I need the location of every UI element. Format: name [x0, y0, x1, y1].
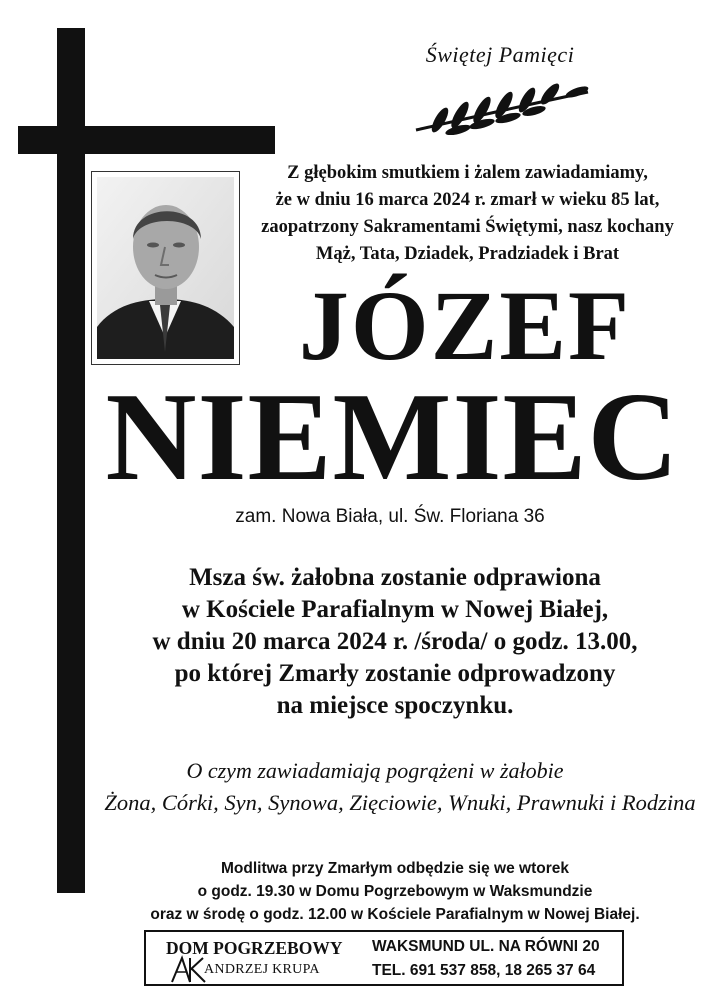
portrait-frame: [91, 171, 240, 365]
funeral-home-name: DOM POGRZEBOWY: [166, 938, 343, 958]
prayer-line: Modlitwa przy Zmarłym odbędzie się we wtorek: [221, 860, 569, 877]
funeral-home-phone: TEL. 691 537 858, 18 265 37 64: [372, 962, 596, 979]
mourners-list: Żona, Córki, Syn, Synowa, Zięciowie, Wnuki, Prawnuki i Rodzina: [104, 790, 696, 815]
deceased-address: zam. Nowa Biała, ul. Św. Floriana 36: [235, 506, 545, 527]
mass-line: Msza św. żałobna zostanie odprawiona: [189, 564, 601, 591]
intro-line: Mąż, Tata, Dziadek, Pradziadek i Brat: [315, 244, 620, 264]
intro-text: [245, 160, 690, 268]
mass-line: w Kościele Parafialnym w Nowej Białej,: [181, 596, 609, 623]
mass-line: po której Zmarły zostanie odprowadzony: [174, 660, 616, 687]
cross-icon-horizontal: [18, 126, 275, 154]
mourners-intro: O czym zawiadamiają pogrążeni w żałobie: [186, 758, 564, 783]
mass-line: w dniu 20 marca 2024 r. /środa/ o godz. 13.00,: [152, 628, 638, 655]
intro-line: zaopatrzony Sakramentami Świętymi, nasz kochany: [261, 217, 674, 237]
prayer-announcement: [100, 857, 690, 926]
prayer-line: oraz w środę o godz. 12.00 w Kościele Parafialnym w Nowej Białej.: [150, 906, 640, 923]
header-title: Świętej Pamięci: [425, 42, 575, 67]
cross-icon-vertical: [57, 28, 85, 893]
olive-branch-icon: [412, 80, 592, 135]
deceased-surname: NIEMIEC: [105, 368, 680, 507]
funeral-home-logo-icon: [170, 954, 208, 984]
prayer-line: o godz. 19.30 w Domu Pogrzebowym w Waksmundzie: [197, 883, 593, 900]
funeral-home-box: [144, 930, 624, 986]
funeral-home-owner: ANDRZEJ KRUPA: [204, 962, 320, 977]
deceased-first-name: JÓZEF: [298, 270, 632, 381]
intro-line: Z głębokim smutkiem i żalem zawiadamiamy,: [287, 163, 648, 183]
mass-announcement: [95, 562, 695, 722]
intro-line: że w dniu 16 marca 2024 r. zmarł w wieku 85 lat,: [275, 190, 660, 210]
funeral-home-address: WAKSMUND UL. NA RÓWNI 20: [372, 938, 600, 955]
portrait-photo: [97, 177, 234, 359]
mass-line: na miejsce spoczynku.: [276, 692, 514, 719]
